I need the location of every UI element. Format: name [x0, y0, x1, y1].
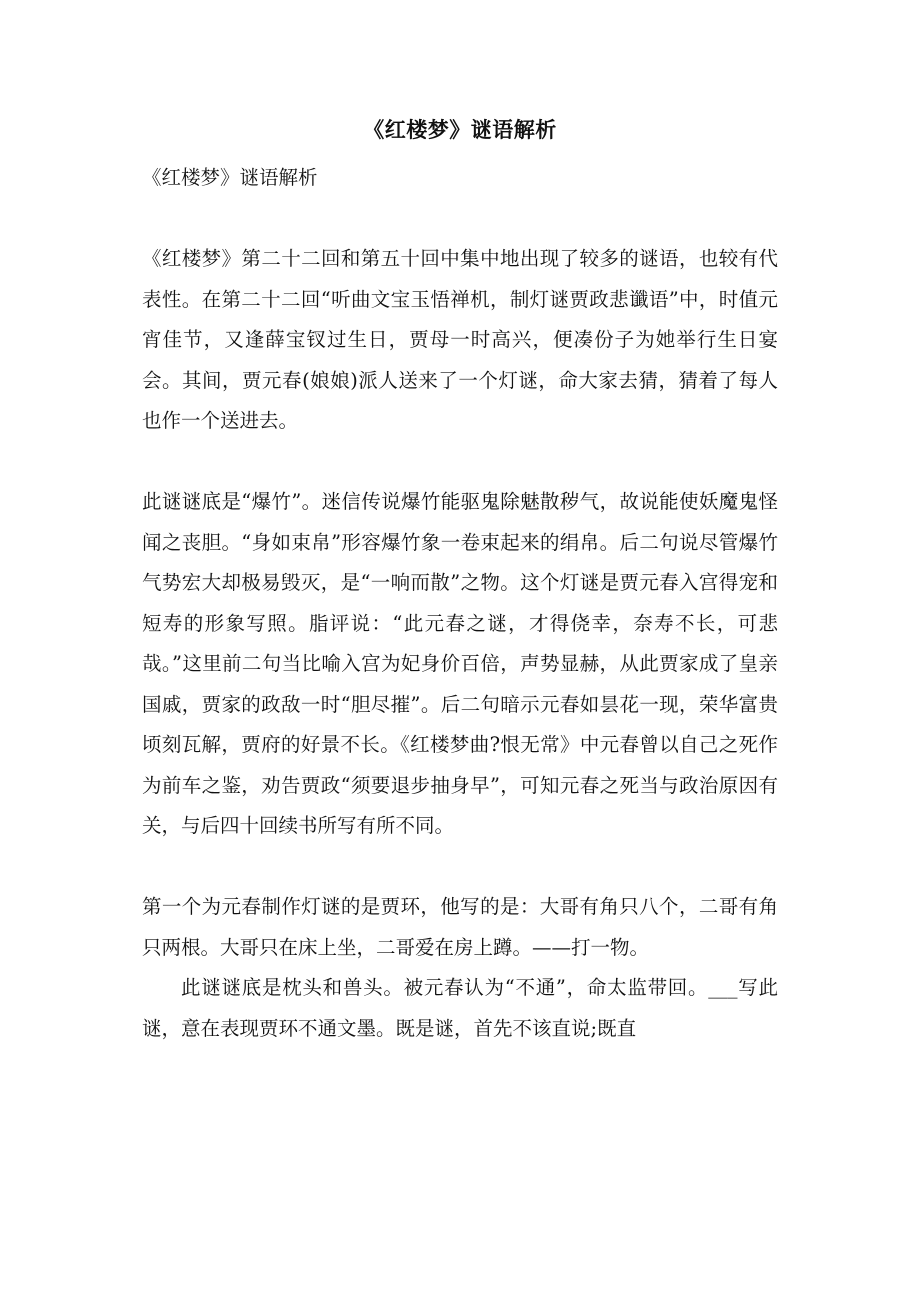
paragraph-jiahuan-riddle: 第一个为元春制作灯谜的是贾环，他写的是：大哥有角只八个，二哥有角只两根。大哥只在床上坐，二哥爱在房上蹲。——打一物。 [142, 895, 778, 959]
paragraph-pillow-answer: 此谜谜底是枕头和兽头。被元春认为“不通”，命太监带回。___写此谜，意在表现贾环不通文墨。既是谜，首先不该直说;既直 [142, 976, 778, 1040]
document-subtitle: 《红楼梦》谜语解析 [142, 166, 318, 189]
paragraph-firecracker: 此谜谜底是“爆竹”。迷信传说爆竹能驱鬼除魅散秽气，故说能使妖魔鬼怪闻之丧胆。“身如束帛”形容爆竹象一卷束起来的绢帛。后二句说尽管爆竹气势宏大却极易毁灭，是“一响而散”之物。这个灯谜是贾元春入宫得宠和短寿的形象写照。脂评说：“此元春之谜，才得侥幸，奈寿不长，可悲哉。”这里前二句当比喻入宫为妃身价百倍，声势显赫，从此贾家成了皇亲国戚，贾家的政敌一时“胆尽摧”。后二句暗示元春如昙花一现，荣华富贵顷刻瓦解，贾府的好景不长。《红楼梦曲?恨无常》中元春曾以自己之死作为前车之鉴，劝告贾政“须要退步抽身早”，可知元春之死当与政治原因有关，与后四十回续书所写有所不同。 [142, 490, 778, 837]
paragraph-intro: 《红楼梦》第二十二回和第五十回中集中地出现了较多的谜语，也较有代表性。在第二十二回“听曲文宝玉悟禅机，制灯谜贾政悲谶语”中，时值元宵佳节，又逢薛宝钗过生日，贾母一时高兴，便凑份子为她举行生日宴会。其间，贾元春(娘娘)派人送来了一个灯谜，命大家去猜，猜着了每人也作一个送进去。 [142, 247, 778, 432]
document-title: 《红楼梦》谜语解析 [363, 117, 557, 142]
document-body [142, 158, 778, 1049]
